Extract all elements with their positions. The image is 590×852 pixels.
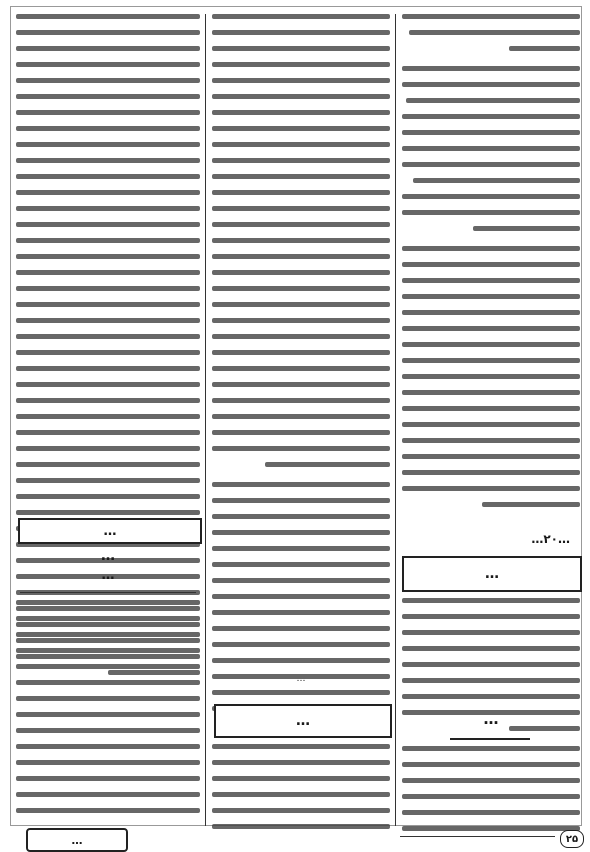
- heading-rule: [450, 738, 530, 740]
- page-number: ۲۵: [560, 830, 584, 848]
- footer-rule: [400, 836, 555, 837]
- column-right: [402, 14, 580, 518]
- column-right-bottom: [402, 746, 580, 842]
- column-middle-bottom: [212, 744, 390, 840]
- article-heading: …: [483, 710, 499, 728]
- section-box-title: [18, 518, 202, 544]
- column-left: [16, 14, 200, 686]
- article-credit: …: [296, 674, 306, 684]
- heading-rule: [20, 592, 196, 593]
- price-line: …۲۰…: [531, 532, 570, 546]
- section-box-title: [402, 556, 582, 592]
- section-box-title-text: …: [485, 566, 499, 582]
- section-box-title-text: …: [296, 713, 310, 729]
- column-left-lower: [16, 600, 200, 824]
- section-box-title-text: …: [103, 523, 117, 539]
- column-middle: [212, 14, 390, 738]
- article-heading: …: [101, 548, 115, 564]
- article-subheading: …: [101, 568, 115, 583]
- magazine-logo: …: [26, 828, 128, 852]
- column-divider: [205, 14, 206, 826]
- column-divider: [395, 14, 396, 826]
- section-box-title: [214, 704, 392, 738]
